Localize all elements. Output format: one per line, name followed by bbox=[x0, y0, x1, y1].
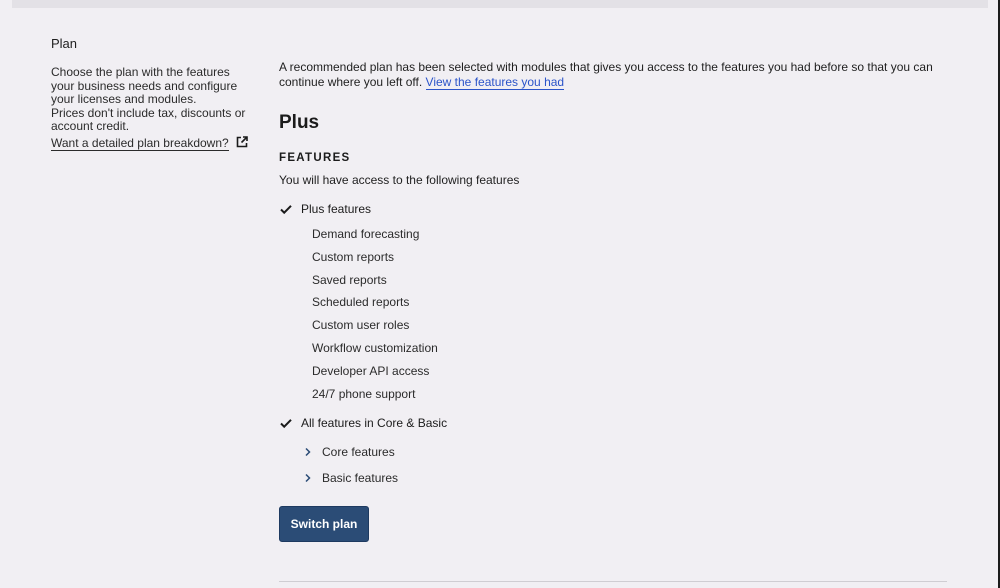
chevron-right-icon bbox=[303, 473, 313, 483]
core-features-toggle[interactable] bbox=[303, 439, 949, 465]
feature-list bbox=[312, 223, 949, 405]
section-title: Plan bbox=[51, 36, 78, 51]
list-item: Scheduled reports bbox=[312, 295, 410, 310]
intro-line-2: continue where you left off. bbox=[279, 75, 423, 89]
checkmark-icon bbox=[279, 416, 293, 430]
list-item: Workflow customization bbox=[312, 340, 438, 355]
description-line: your business needs and configure bbox=[51, 78, 238, 93]
list-item: 24/7 phone support bbox=[312, 386, 416, 401]
plus-features-group bbox=[279, 201, 949, 405]
list-item: Demand forecasting bbox=[312, 227, 420, 241]
plan-details bbox=[279, 60, 949, 542]
plan-info-column bbox=[51, 36, 251, 152]
checkmark-icon bbox=[279, 202, 293, 216]
switch-plan-button[interactable]: Switch plan bbox=[279, 506, 369, 542]
all-features-group bbox=[279, 415, 949, 491]
external-link-icon[interactable] bbox=[236, 136, 248, 148]
list-item: Custom user roles bbox=[312, 318, 410, 333]
group-label: Plus features bbox=[301, 202, 372, 216]
list-item: Saved reports bbox=[312, 272, 387, 287]
top-bar bbox=[12, 0, 988, 8]
subgroup-label: Basic features bbox=[322, 471, 399, 486]
description-line: your licenses and modules. bbox=[51, 92, 197, 106]
basic-features-toggle[interactable] bbox=[303, 465, 949, 491]
description-line: account credit. bbox=[51, 119, 130, 133]
plan-name: Plus bbox=[279, 112, 320, 133]
section-description bbox=[51, 66, 251, 134]
intro-line-1: A recommended plan has been selected with modules that gives you access to the features you had before so that you can bbox=[279, 60, 933, 74]
group-header bbox=[279, 415, 949, 431]
subgroup-label: Core features bbox=[322, 445, 395, 460]
list-item: Custom reports bbox=[312, 249, 395, 264]
group-label: All features in Core & Basic bbox=[301, 416, 448, 431]
subgroup-list bbox=[303, 439, 949, 491]
chevron-right-icon bbox=[303, 447, 313, 457]
group-header bbox=[279, 201, 949, 217]
divider bbox=[279, 581, 947, 582]
features-heading: FEATURES bbox=[279, 152, 351, 164]
recommendation-text bbox=[279, 60, 949, 90]
list-item: Developer API access bbox=[312, 363, 430, 378]
description-line: Choose the plan with the features bbox=[51, 65, 230, 79]
plan-breakdown-link[interactable] bbox=[51, 136, 229, 151]
view-features-link[interactable]: View the features you had bbox=[425, 75, 565, 89]
plan-breakdown-label: Want a detailed plan breakdown? bbox=[51, 135, 229, 150]
description-line: Prices don't include tax, discounts or bbox=[51, 105, 246, 120]
features-subtitle: You will have access to the following features bbox=[279, 173, 520, 187]
